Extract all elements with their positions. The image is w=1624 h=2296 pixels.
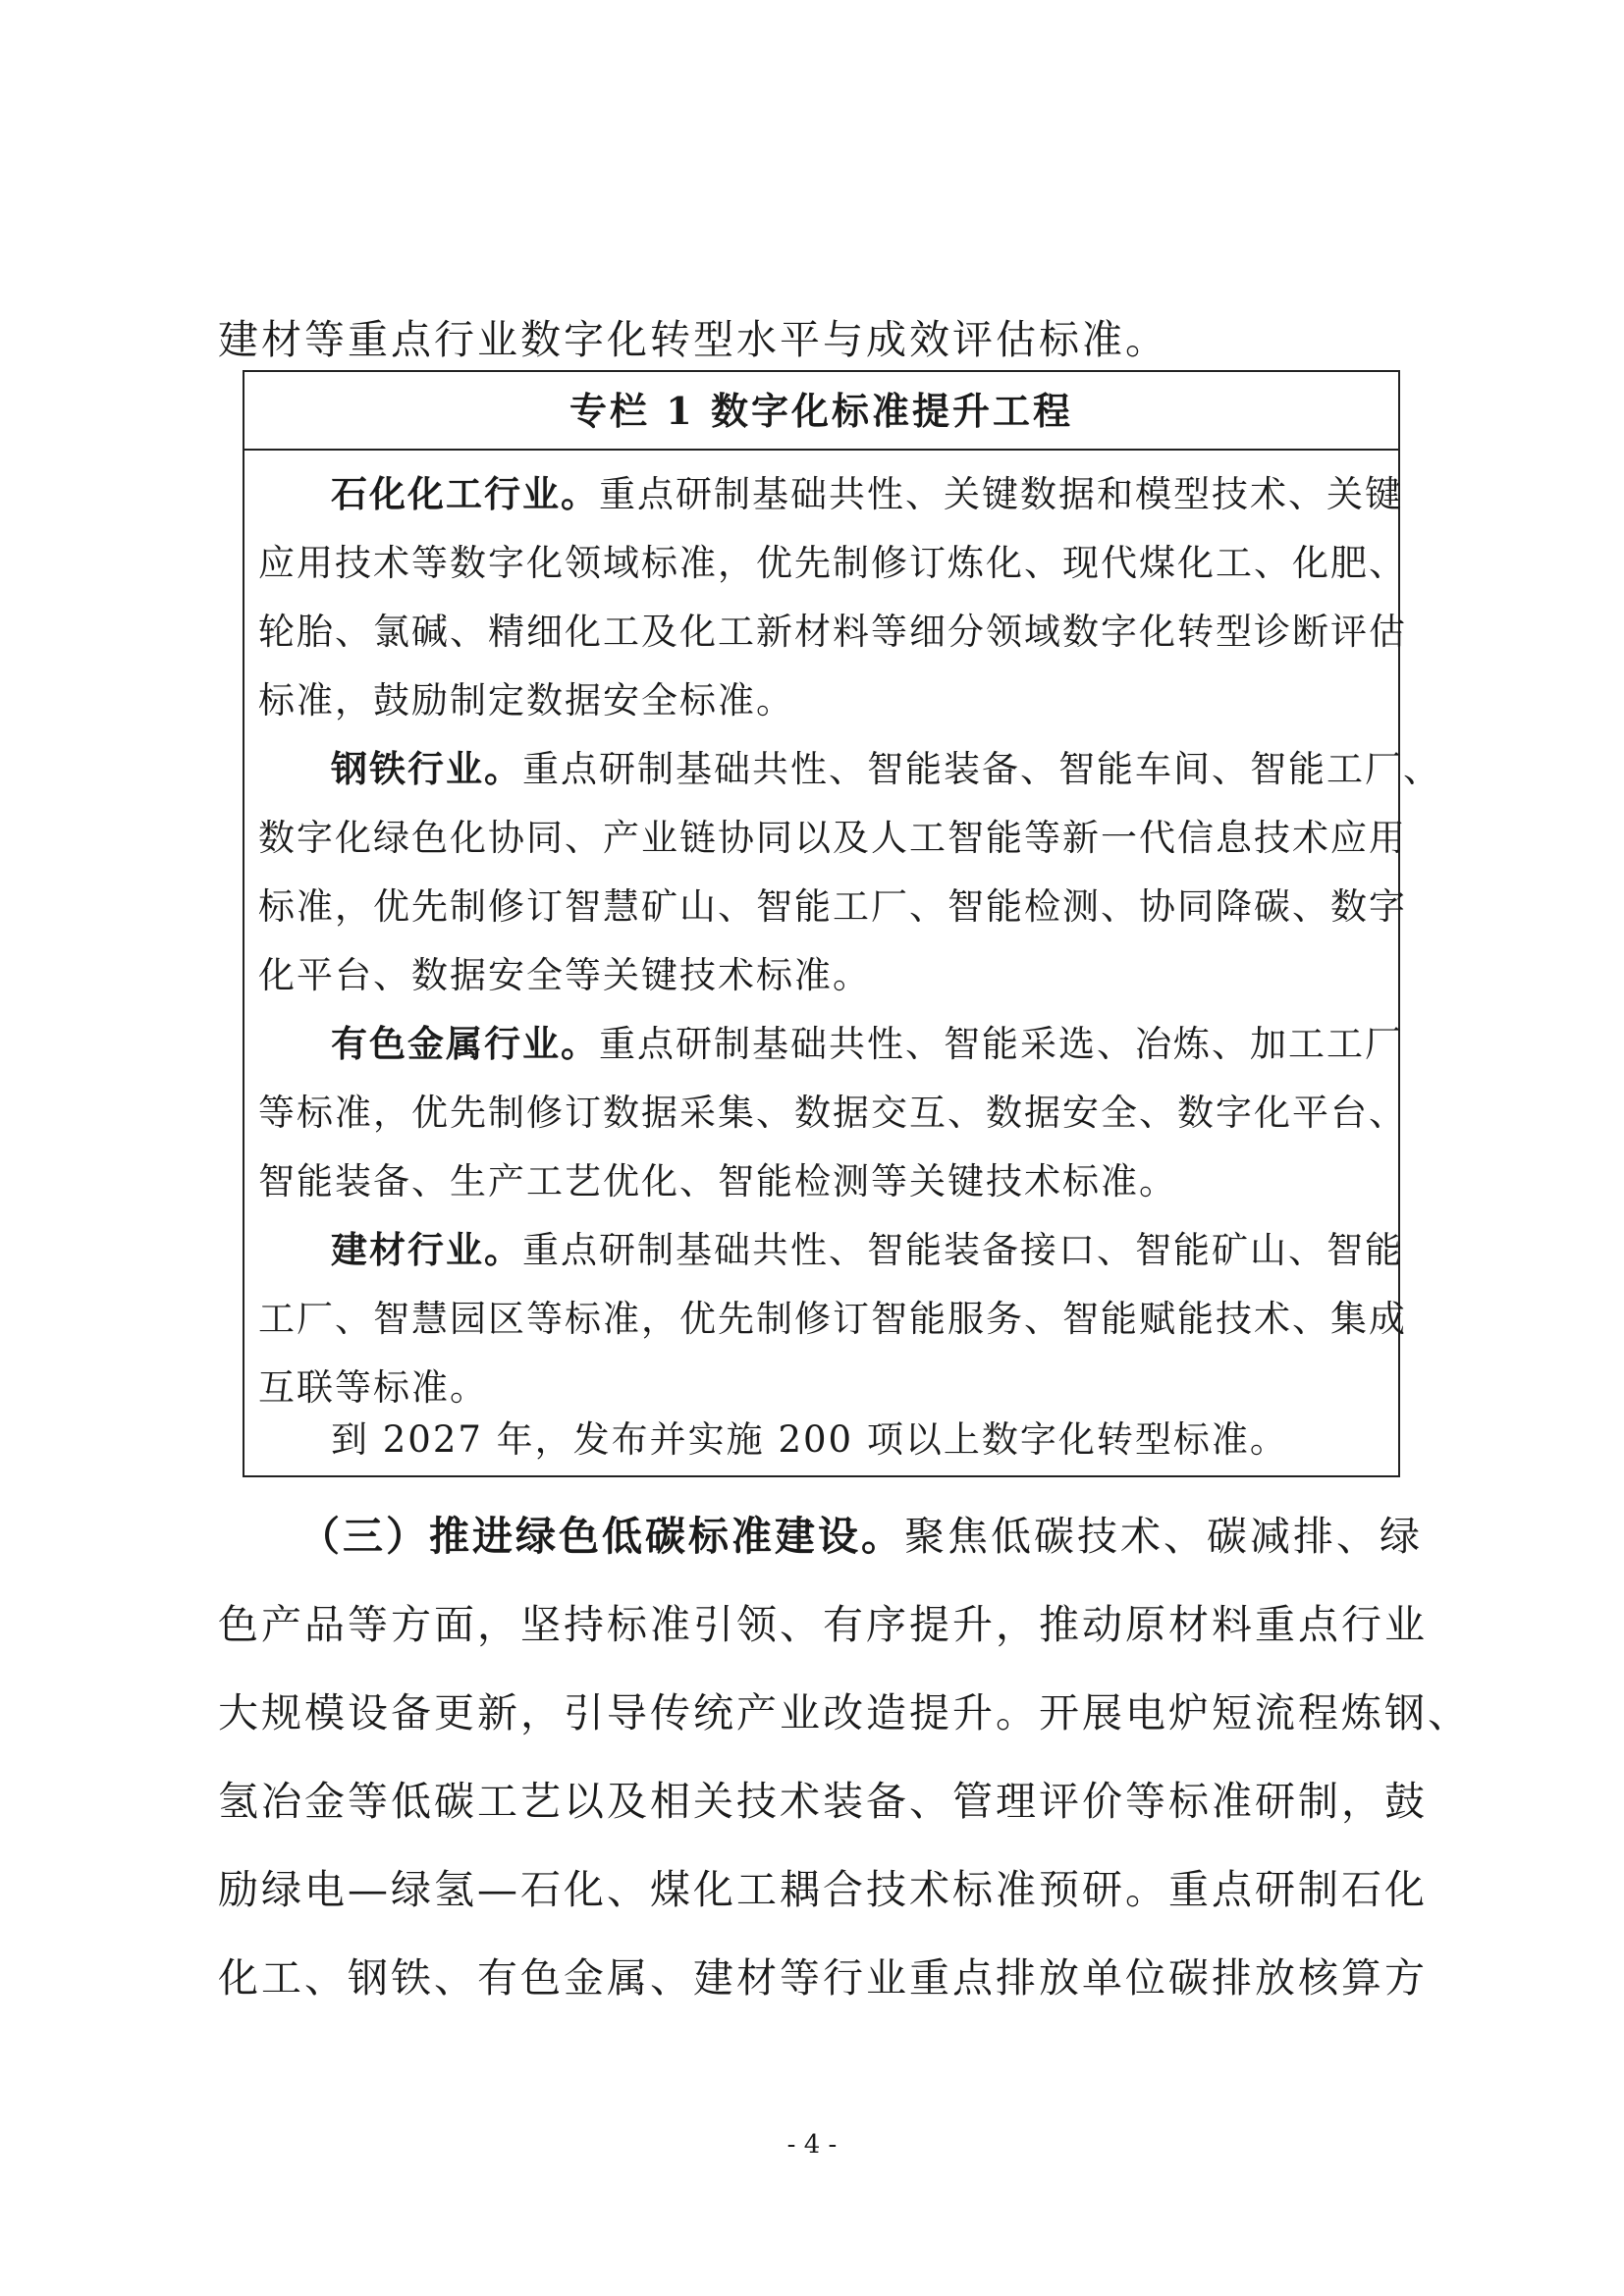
column-box-title: 专栏 1 数字化标准提升工程 <box>569 389 1073 433</box>
section-line: 大规模设备更新，引导传统产业改造提升。开展电炉短流程炼钢、 <box>218 1689 1471 1736</box>
box-paragraph-line <box>331 742 1441 796</box>
paragraph-text: 重点研制基础共性、智能装备、智能车间、智能工厂、 <box>522 748 1441 790</box>
box-paragraph-line: 智能装备、生产工艺优化、智能检测等关键技术标准。 <box>258 1160 1177 1202</box>
paragraph-lead: 有色金属行业。 <box>331 1022 599 1065</box>
section-text: 聚焦低碳技术、碳减排、绿 <box>904 1513 1423 1560</box>
box-paragraph-line: 标准，优先制修订智慧矿山、智能工厂、智能检测、协同降碳、数字 <box>258 885 1407 928</box>
box-paragraph-line <box>331 1017 1403 1071</box>
box-closing-line: 到 2027 年，发布并实施 200 项以上数字化转型标准。 <box>331 1418 1288 1461</box>
paragraph-text: 重点研制基础共性、智能采选、冶炼、加工工厂 <box>599 1023 1403 1065</box>
box-paragraph-line: 轮胎、氯碱、精细化工及化工新材料等细分领域数字化转型诊断评估 <box>258 611 1407 653</box>
box-paragraph-line <box>331 467 1403 521</box>
section-line: 氢冶金等低碳工艺以及相关技术装备、管理评价等标准研制，鼓 <box>218 1778 1428 1825</box>
section-heading-line <box>299 1507 1423 1566</box>
column-box-title-row <box>244 372 1398 451</box>
paragraph-lead: 石化化工行业。 <box>331 472 599 515</box>
paragraph-text: 重点研制基础共性、关键数据和模型技术、关键 <box>599 473 1403 515</box>
column-box <box>243 370 1441 1477</box>
section-heading: （三）推进绿色低碳标准建设。 <box>299 1513 904 1560</box>
box-paragraph-line <box>331 1223 1403 1277</box>
box-paragraph-line: 等标准，优先制修订数据采集、数据交互、数据安全、数字化平台、 <box>258 1092 1407 1134</box>
section-line: 色产品等方面，坚持标准引领、有序提升，推动原材料重点行业 <box>218 1601 1428 1648</box>
page-number: - 4 - <box>786 2130 838 2160</box>
box-paragraph-line: 化平台、数据安全等关键技术标准。 <box>258 954 871 996</box>
box-paragraph-line: 应用技术等数字化领域标准，优先制修订炼化、现代煤化工、化肥、 <box>258 542 1407 584</box>
box-paragraph-line: 互联等标准。 <box>258 1366 488 1409</box>
section-line: 化工、钢铁、有色金属、建材等行业重点排放单位碳排放核算方 <box>218 1954 1428 2002</box>
box-paragraph-line: 标准，鼓励制定数据安全标准。 <box>258 679 794 721</box>
section-line: 励绿电—绿氢—石化、煤化工耦合技术标准预研。重点研制石化 <box>218 1866 1428 1913</box>
paragraph-text: 重点研制基础共性、智能装备接口、智能矿山、智能 <box>522 1229 1403 1271</box>
box-paragraph-line: 工厂、智慧园区等标准，优先制修订智能服务、智能赋能技术、集成 <box>258 1298 1407 1340</box>
intro-line: 建材等重点行业数字化转型水平与成效评估标准。 <box>218 316 1168 363</box>
box-paragraph-line: 数字化绿色化协同、产业链协同以及人工智能等新一代信息技术应用 <box>258 817 1407 859</box>
paragraph-lead: 建材行业。 <box>331 1228 522 1271</box>
paragraph-lead: 钢铁行业。 <box>331 747 522 790</box>
